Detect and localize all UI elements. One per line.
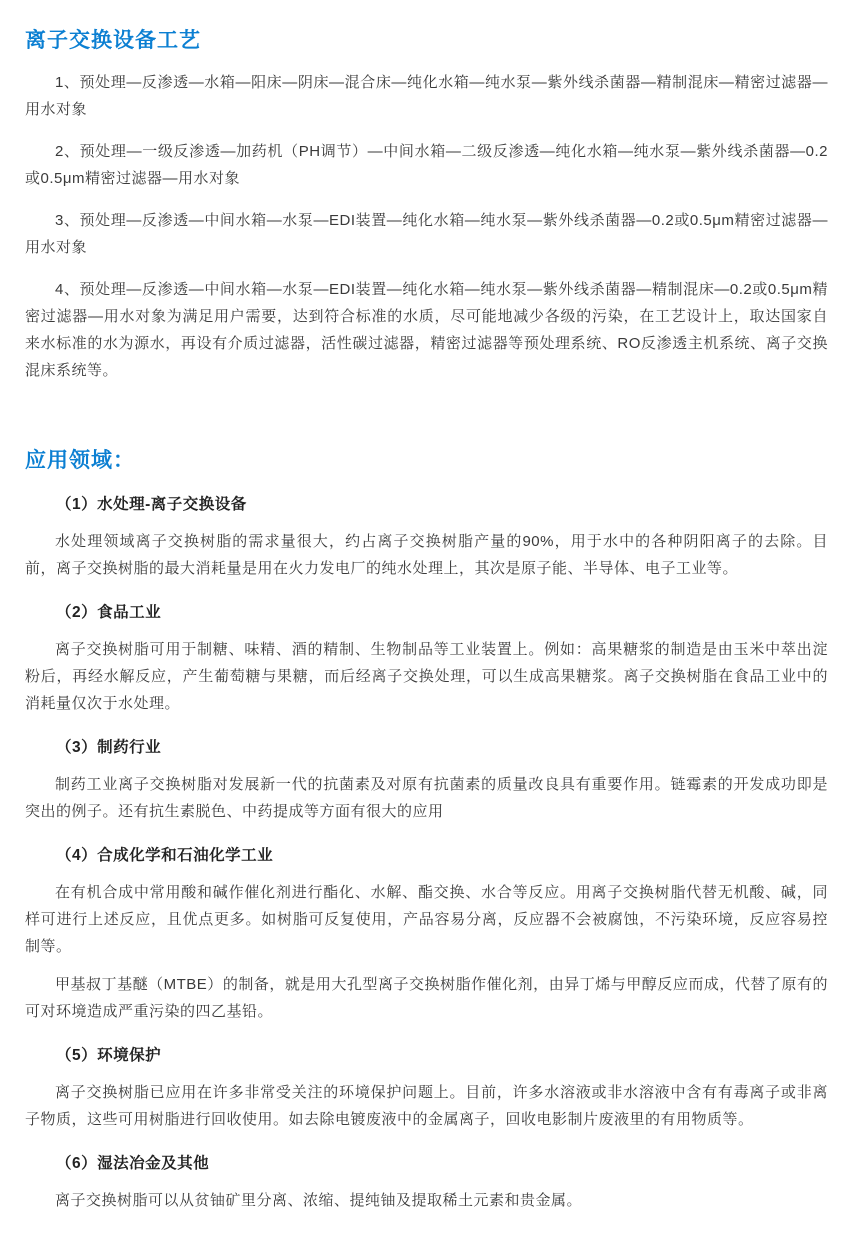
application-paragraph-3: 制药工业离子交换树脂对发展新一代的抗菌素及对原有抗菌素的质量改良具有重要作用。链霉素的开发成功即是突出的例子。还有抗生素脱色、中药提成等方面有很大的应用	[25, 776, 828, 820]
application-heading-3: （3）制药行业	[56, 739, 162, 756]
application-paragraph-4a: 在有机合成中常用酸和碱作催化剂进行酯化、水解、酯交换、水合等反应。用离子交换树脂代替无机酸、碱，同样可进行上述反应，且优点更多。如树脂可反复使用，产品容易分离，反应器不会被腐蚀，不污染环境，反应容易控制等。	[25, 884, 828, 955]
application-section	[25, 448, 828, 1214]
application-section-title: 应用领域：	[25, 449, 135, 472]
application-paragraph-1: 水处理领域离子交换树脂的需求量很大，约占离子交换树脂产量的90%，用于水中的各种阴阳离子的去除。目前，离子交换树脂的最大消耗量是用在火力发电厂的纯水处理上，其次是原子能、半导体、电子工业等。	[25, 533, 828, 577]
application-heading-4: （4）合成化学和石油化学工业	[56, 847, 274, 864]
process-step-4: 4、预处理—反渗透—中间水箱—水泵—EDI装置—纯化水箱—纯水泵—紫外线杀菌器—精制混床—0.2或0.5μm精密过滤器—用水对象为满足用户需要，达到符合标准的水质，尽可能地减少各级的污染，在工艺设计上，取达国家自来水标准的水为源水，再设有介质过滤器，活性碳过滤器，精密过滤器等预处理系统、RO反渗透主机系统、离子交换混床系统等。	[25, 281, 828, 379]
application-paragraph-6: 离子交换树脂可以从贫铀矿里分离、浓缩、提纯铀及提取稀土元素和贵金属。	[55, 1192, 583, 1209]
process-section-title: 离子交换设备工艺	[25, 29, 201, 52]
application-heading-6: （6）湿法冶金及其他	[56, 1155, 210, 1172]
application-heading-5: （5）环境保护	[56, 1047, 162, 1064]
process-section	[25, 28, 828, 384]
application-heading-1: （1）水处理-离子交换设备	[56, 496, 247, 513]
application-heading-2: （2）食品工业	[56, 604, 162, 621]
application-paragraph-5: 离子交换树脂已应用在许多非常受关注的环境保护问题上。目前，许多水溶液或非水溶液中含有有毒离子或非离子物质，这些可用树脂进行回收使用。如去除电镀废液中的金属离子，回收电影制片废液里的有用物质等。	[25, 1084, 828, 1128]
application-paragraph-4b: 甲基叔丁基醚（MTBE）的制备，就是用大孔型离子交换树脂作催化剂，由异丁烯与甲醇反应而成，代替了原有的可对环境造成严重污染的四乙基铅。	[25, 976, 828, 1020]
process-list	[25, 69, 828, 384]
process-step-3: 3、预处理—反渗透—中间水箱—水泵—EDI装置—纯化水箱—纯水泵—紫外线杀菌器—0.2或0.5μm精密过滤器—用水对象	[25, 212, 828, 256]
process-step-2: 2、预处理—一级反渗透—加药机（PH调节）—中间水箱—二级反渗透—纯化水箱—纯水泵—紫外线杀菌器—0.2或0.5μm精密过滤器—用水对象	[25, 143, 828, 187]
application-paragraph-2: 离子交换树脂可用于制糖、味精、酒的精制、生物制品等工业装置上。例如：高果糖浆的制造是由玉米中萃出淀粉后，再经水解反应，产生葡萄糖与果糖，而后经离子交换处理，可以生成高果糖浆。离子交换树脂在食品工业中的消耗量仅次于水处理。	[25, 641, 828, 712]
process-step-1: 1、预处理—反渗透—水箱—阳床—阴床—混合床—纯化水箱—纯水泵—紫外线杀菌器—精制混床—精密过滤器—用水对象	[25, 74, 828, 118]
